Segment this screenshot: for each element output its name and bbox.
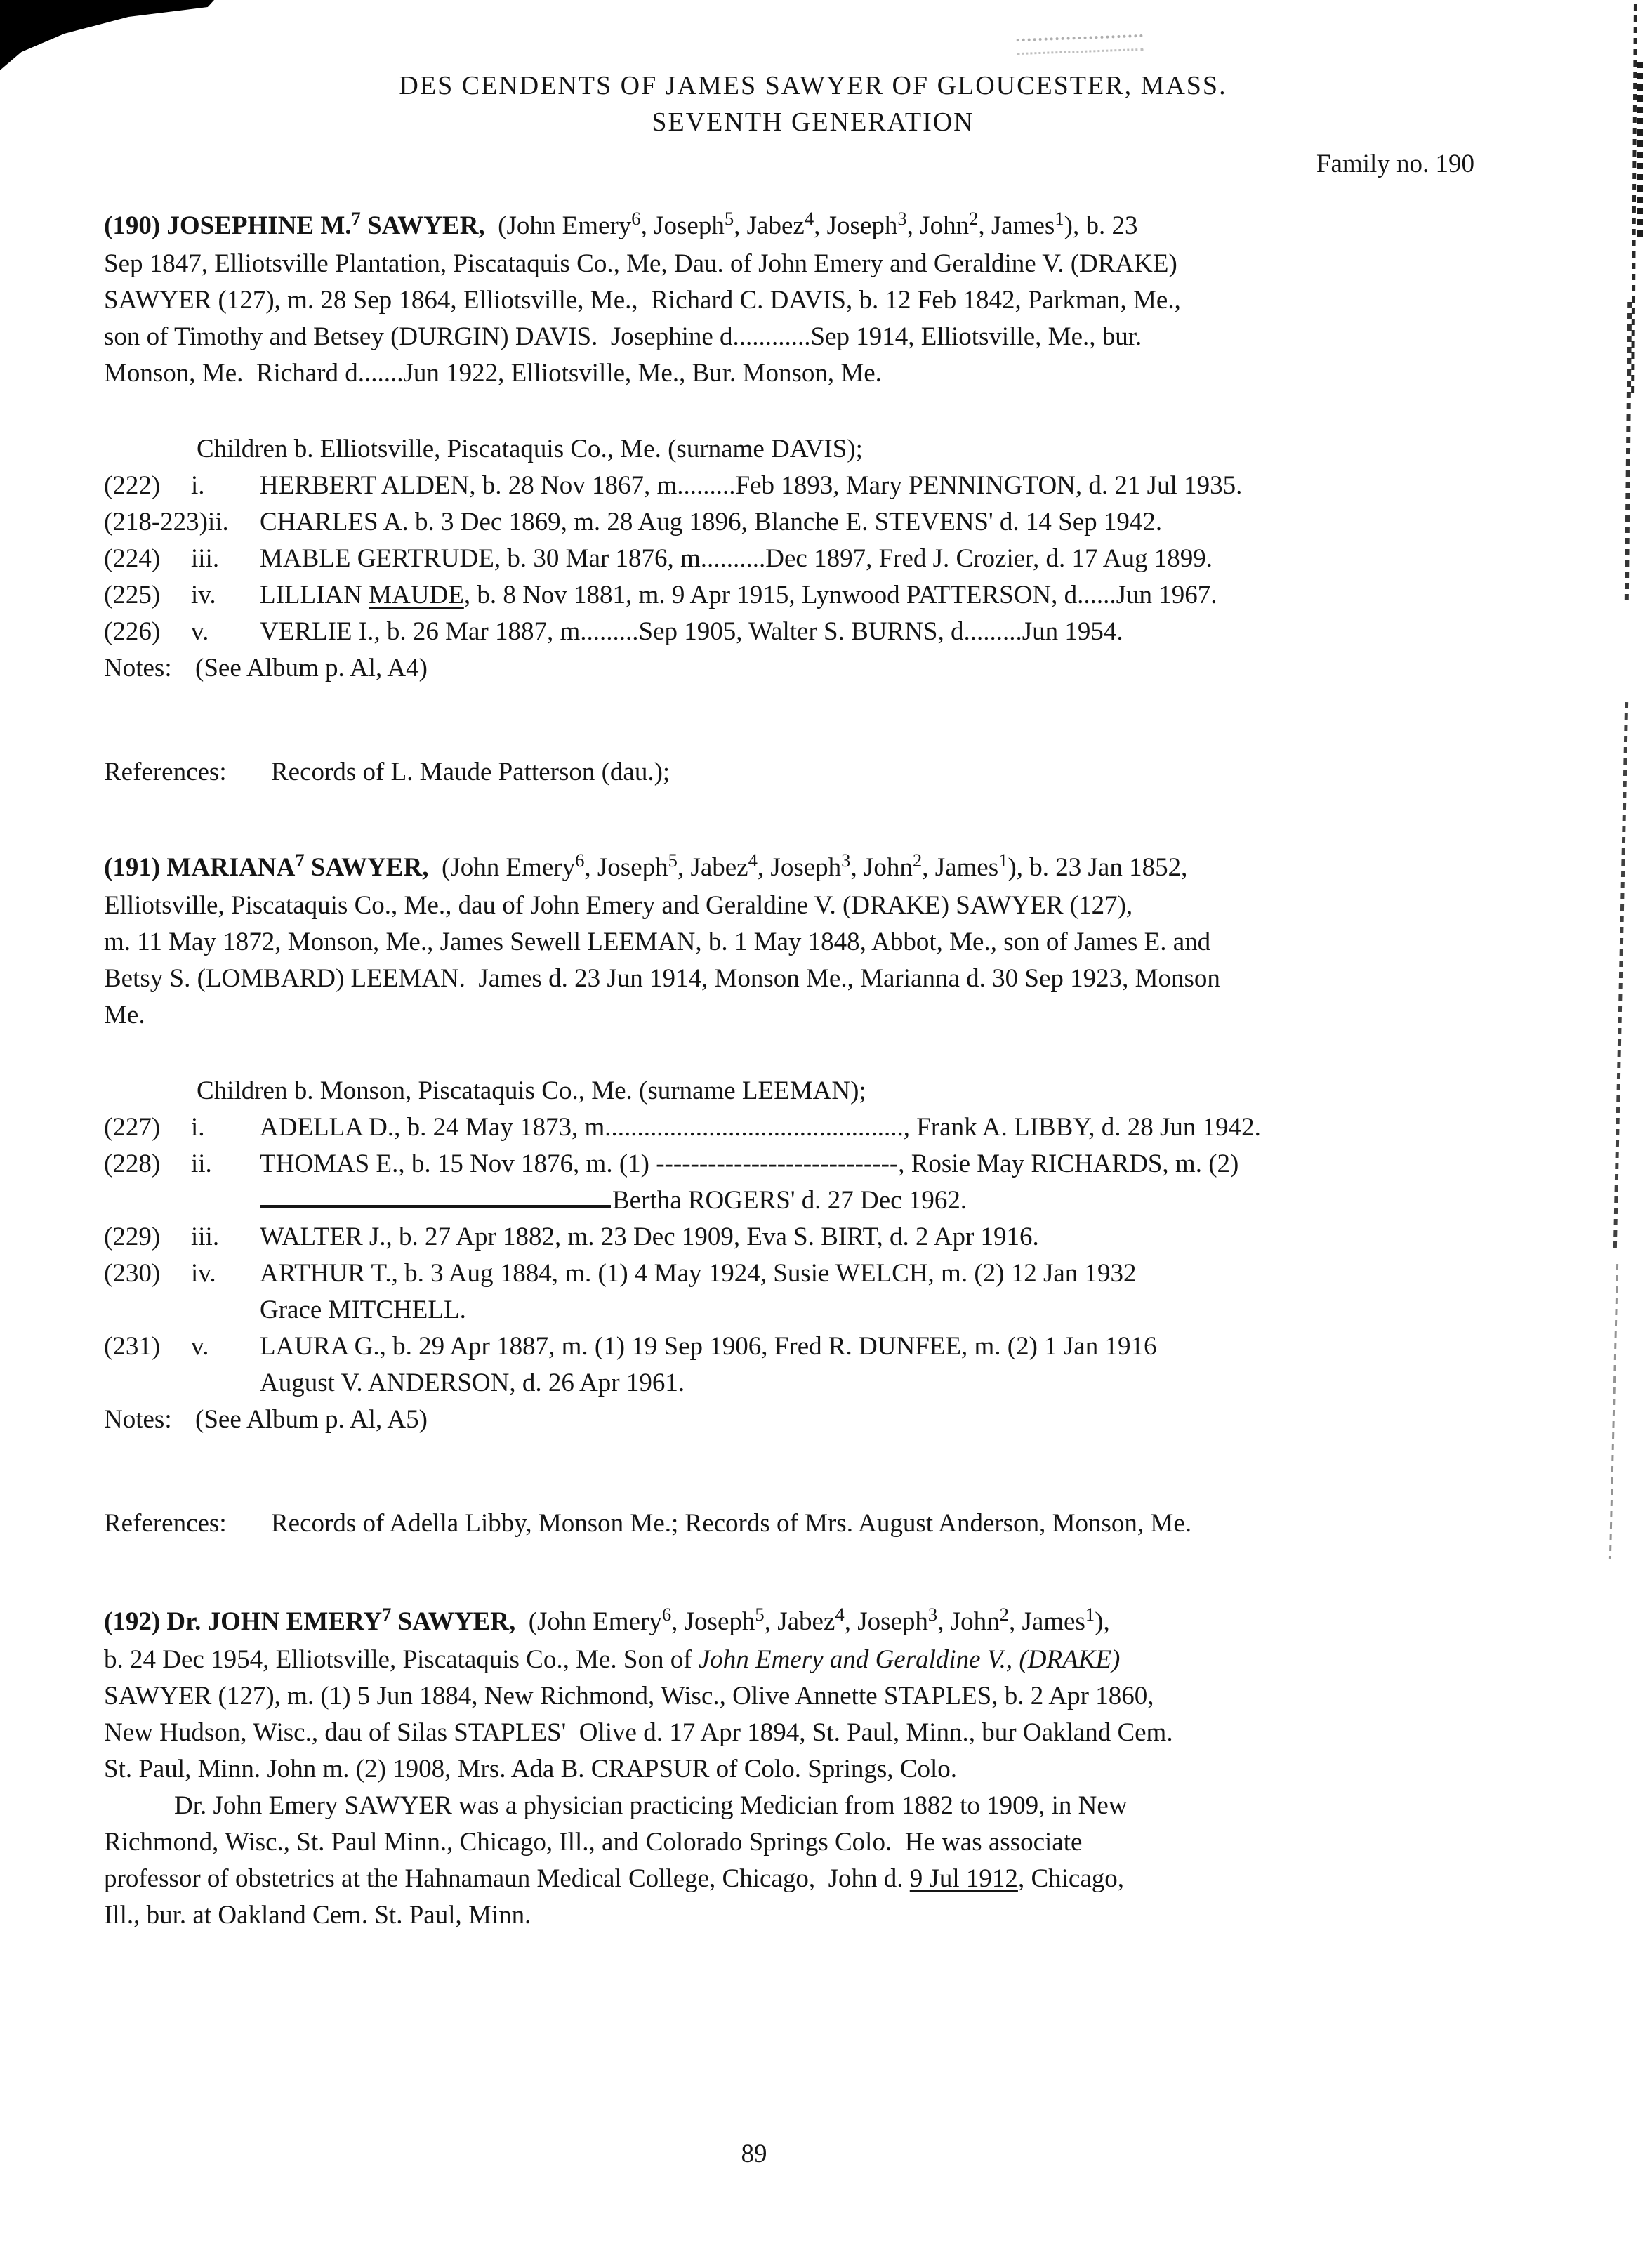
- text-segment: , Jabez: [734, 211, 805, 240]
- text-segment: 5: [668, 849, 678, 871]
- child-text-line: [260, 1182, 1474, 1219]
- text-segment: ),: [1095, 1607, 1110, 1636]
- paragraph-line: [104, 1751, 1474, 1788]
- page-number: 89: [741, 2140, 767, 2168]
- child-text: [260, 1109, 1474, 1146]
- child-roman-numeral: i.: [191, 471, 205, 500]
- notes-text: (See Album p. Al, A5): [195, 1405, 428, 1434]
- child-number: (226): [104, 617, 161, 646]
- paragraph-line: [104, 961, 1474, 997]
- child-roman-numeral: iii.: [191, 544, 220, 573]
- page-footer: [104, 2136, 1474, 2173]
- text-segment: (190) JOSEPHINE M.: [104, 211, 352, 240]
- child-text: [260, 1219, 1474, 1255]
- text-segment: , Joseph: [640, 211, 725, 240]
- text-segment: 7: [351, 207, 361, 229]
- paragraph-line: [104, 1897, 1474, 1934]
- text-segment: 6: [575, 849, 585, 871]
- text-segment: MAUDE: [369, 581, 464, 609]
- child-number: (231): [104, 1332, 161, 1361]
- text-segment: Elliotsville, Piscataquis Co., Me., dau of John Emery and Geraldine V. (DRAKE) SAWYER (127),: [104, 891, 1133, 920]
- child-label: [104, 577, 260, 614]
- child-roman-numeral: i.: [191, 1113, 205, 1142]
- text-segment: , Joseph: [814, 211, 898, 240]
- child-text: [260, 468, 1474, 504]
- child-number: (222): [104, 471, 161, 500]
- text-segment: LAURA G., b. 29 Apr 1887, m. (1) 19 Sep 1906, Fred R. DUNFEE, m. (2) 1 Jan 1916: [260, 1332, 1157, 1361]
- text-segment: 7: [295, 849, 305, 871]
- references-row: [104, 754, 1474, 791]
- text-segment: HERBERT ALDEN, b. 28 Nov 1867, m.........Feb 1893, Mary PENNINGTON, d. 21 Jul 1935.: [260, 471, 1243, 500]
- children-header: Children b. Monson, Piscataquis Co., Me. (surname LEEMAN);: [197, 1076, 866, 1105]
- text-segment: (John Emery: [428, 853, 576, 882]
- text-segment: 3: [841, 849, 851, 871]
- child-label: [104, 614, 260, 650]
- notes-row: [104, 650, 1474, 687]
- text-segment: ARTHUR T., b. 3 Aug 1884, m. (1) 4 May 1924, Susie WELCH, m. (2) 12 Jan 1932: [260, 1259, 1137, 1288]
- child-row: [104, 1146, 1474, 1219]
- paragraph-line: [104, 1642, 1474, 1678]
- text-segment: 2: [999, 1603, 1009, 1625]
- text-segment: WALTER J., b. 27 Apr 1882, m. 23 Dec 1909, Eva S. BIRT, d. 2 Apr 1916.: [260, 1222, 1039, 1251]
- child-roman-numeral: iv.: [191, 1259, 216, 1288]
- text-segment: ), b. 23: [1064, 211, 1138, 240]
- text-segment: , b. 8 Nov 1881, m. 9 Apr 1915, Lynwood PATTERSON, d......Jun 1967.: [463, 581, 1217, 609]
- text-segment: 5: [755, 1603, 765, 1625]
- child-text-line: [260, 577, 1474, 614]
- paragraph-line: [104, 355, 1474, 392]
- child-roman-numeral: iv.: [191, 581, 216, 609]
- text-segment: St. Paul, Minn. John m. (2) 1908, Mrs. Ada B. CRAPSUR of Colo. Springs, Colo.: [104, 1755, 957, 1784]
- child-roman-numeral: v.: [191, 1332, 209, 1361]
- text-segment: Sep 1847, Elliotsville Plantation, Piscataquis Co., Me, Dau. of John Emery and Geraldine V. (DRAKE): [104, 249, 1177, 278]
- child-roman-numeral: iii.: [191, 1222, 220, 1251]
- text-segment: MABLE GERTRUDE, b. 30 Mar 1876, m..........Dec 1897, Fred J. Crozier, d. 17 Aug 1899.: [260, 544, 1213, 573]
- child-text-line: [260, 1109, 1474, 1146]
- text-segment: SAWYER (127), m. 28 Sep 1864, Elliotsville, Me., Richard C. DAVIS, b. 12 Feb 1842, Parkman, Me.,: [104, 286, 1181, 315]
- paragraph-line: [104, 282, 1474, 319]
- paragraph-line: [104, 319, 1474, 355]
- text-segment: SAWYER,: [360, 211, 485, 240]
- references-label: References:: [104, 758, 227, 786]
- paragraph-line: [104, 1715, 1474, 1751]
- text-segment: , James: [922, 853, 999, 882]
- text-segment: Grace MITCHELL.: [260, 1295, 466, 1324]
- paragraph-line: [104, 888, 1474, 924]
- child-number: (229): [104, 1222, 161, 1251]
- family-entry: [104, 208, 1474, 791]
- child-label: [104, 1255, 260, 1329]
- child-text-line: [260, 1146, 1474, 1182]
- child-label: [104, 1219, 260, 1255]
- paragraph-line: [104, 1788, 1474, 1824]
- child-text-line: [260, 504, 1474, 541]
- text-segment: 3: [897, 207, 907, 229]
- text-segment: , Joseph: [844, 1607, 928, 1636]
- child-text-line: [260, 1365, 1474, 1402]
- child-text: [260, 1255, 1474, 1329]
- child-text-line: [260, 1219, 1474, 1255]
- references-row: [104, 1505, 1474, 1542]
- text-segment: 6: [661, 1603, 672, 1625]
- text-segment: Dr. John Emery SAWYER was a physician practicing Medician from 1882 to 1909, in New: [174, 1791, 1128, 1820]
- text-segment: CHARLES A. b. 3 Dec 1869, m. 28 Aug 1896, Blanche E. STEVENS' d. 14 Sep 1942.: [260, 508, 1163, 536]
- text-segment: Me.: [104, 1001, 145, 1029]
- child-number: (230): [104, 1259, 161, 1288]
- text-segment: SAWYER (127), m. (1) 5 Jun 1884, New Richmond, Wisc., Olive Annette STAPLES, b. 2 Apr 1860,: [104, 1682, 1154, 1710]
- paragraph-line: [104, 1824, 1474, 1861]
- text-segment: 7: [382, 1603, 392, 1625]
- text-segment: SAWYER,: [391, 1607, 516, 1636]
- leader-rule: [260, 1205, 611, 1208]
- references-text: Records of Adella Libby, Monson Me.; Records of Mrs. August Anderson, Monson, Me.: [271, 1509, 1192, 1538]
- text-segment: SAWYER,: [304, 853, 429, 882]
- text-segment: son of Timothy and Betsey (DURGIN) DAVIS. Josephine d............Sep 1914, Elliotsville, Me., bur.: [104, 322, 1142, 351]
- text-segment: Richmond, Wisc., St. Paul Minn., Chicago, Ill., and Colorado Springs Colo. He was associate: [104, 1828, 1083, 1857]
- child-number: (227): [104, 1113, 161, 1142]
- text-segment: (192) Dr. JOHN EMERY: [104, 1607, 383, 1636]
- text-segment: Betsy S. (LOMBARD) LEEMAN. James d. 23 Jun 1914, Monson Me., Marianna d. 30 Sep 1923, Monson: [104, 964, 1220, 993]
- child-label: [104, 1329, 260, 1402]
- text-segment: (John Emery: [484, 211, 632, 240]
- text-segment: Bertha ROGERS' d. 27 Dec 1962.: [612, 1186, 967, 1215]
- child-row: [104, 614, 1474, 650]
- document-title: DES CENDENTS OF JAMES SAWYER OF GLOUCESTER, MASS.: [399, 71, 1227, 100]
- text-segment: , Joseph: [757, 853, 842, 882]
- text-segment: 2: [912, 849, 923, 871]
- child-number: (224): [104, 544, 161, 573]
- paragraph-line: [104, 1861, 1474, 1897]
- family-entry: [104, 850, 1474, 1542]
- page-header: [104, 0, 1474, 183]
- text-segment: Monson, Me. Richard d.......Jun 1922, Elliotsville, Me., Bur. Monson, Me.: [104, 359, 882, 388]
- child-label: [104, 541, 260, 577]
- text-segment: 1: [1085, 1603, 1095, 1625]
- text-segment: John Emery and Geraldine V., (DRAKE): [698, 1645, 1121, 1674]
- text-segment: THOMAS E., b. 15 Nov 1876, m. (1) ----------------------------, Rosie May RICHARDS, m. (2): [260, 1149, 1239, 1178]
- text-segment: , Jabez: [677, 853, 748, 882]
- notes-row: [104, 1402, 1474, 1438]
- child-label: [104, 1146, 260, 1219]
- child-row: [104, 1329, 1474, 1402]
- children-header: Children b. Elliotsville, Piscataquis Co., Me. (surname DAVIS);: [197, 435, 863, 463]
- child-text: [260, 541, 1474, 577]
- text-segment: (John Emery: [515, 1607, 662, 1636]
- text-segment: 4: [748, 849, 758, 871]
- child-row: [104, 1255, 1474, 1329]
- child-number: (225): [104, 581, 161, 609]
- child-roman-numeral: ii.: [191, 1149, 212, 1178]
- notes-label: Notes:: [104, 654, 172, 683]
- family-paragraph: [104, 1604, 1474, 1934]
- text-segment: b. 24 Dec 1954, Elliotsville, Piscataquis Co., Me. Son of: [104, 1645, 699, 1674]
- child-row: [104, 468, 1474, 504]
- child-text-line: [260, 1292, 1474, 1329]
- child-label: [104, 504, 260, 541]
- child-text: [260, 1146, 1474, 1219]
- text-segment: , Joseph: [671, 1607, 755, 1636]
- text-segment: m. 11 May 1872, Monson, Me., James Sewell LEEMAN, b. 1 May 1848, Abbot, Me., son of James E. and: [104, 928, 1211, 956]
- text-segment: ADELLA D., b. 24 May 1873, m.............................................., Frank A. LIBBY, d. 28 Jun 1942.: [260, 1113, 1261, 1142]
- text-segment: professor of obstetrics at the Hahnamaun Medical College, Chicago, John d.: [104, 1864, 910, 1893]
- text-segment: ), b. 23 Jan 1852,: [1008, 853, 1188, 882]
- text-segment: 2: [969, 207, 979, 229]
- text-segment: , James: [1008, 1607, 1085, 1636]
- text-segment: 9 Jul 1912: [909, 1864, 1018, 1893]
- references-label: References:: [104, 1509, 227, 1538]
- child-number: (228): [104, 1149, 161, 1178]
- text-segment: 3: [927, 1603, 938, 1625]
- text-segment: , John: [937, 1607, 1000, 1636]
- child-text-line: [260, 614, 1474, 650]
- family-paragraph: [104, 208, 1474, 392]
- child-row: [104, 577, 1474, 614]
- text-segment: 1: [998, 849, 1008, 871]
- child-row: [104, 504, 1474, 541]
- child-roman-numeral: ii.: [207, 508, 229, 536]
- text-segment: , John: [906, 211, 970, 240]
- child-number: (218-223): [104, 508, 208, 536]
- child-roman-numeral: v.: [191, 617, 209, 646]
- child-text: [260, 1329, 1474, 1402]
- notes-text: (See Album p. Al, A4): [195, 654, 428, 683]
- text-segment: , Jabez: [764, 1607, 835, 1636]
- text-segment: (191) MARIANA: [104, 853, 296, 882]
- paragraph-line: [104, 208, 1474, 246]
- family-paragraph: [104, 850, 1474, 1034]
- notes-label: Notes:: [104, 1405, 172, 1434]
- child-row: [104, 541, 1474, 577]
- family-number-label: Family no. 190: [1316, 150, 1474, 178]
- child-label: [104, 468, 260, 504]
- paragraph-line: [104, 850, 1474, 888]
- text-segment: LILLIAN: [260, 581, 369, 609]
- child-label: [104, 1109, 260, 1146]
- text-segment: , James: [978, 211, 1055, 240]
- text-segment: 4: [835, 1603, 845, 1625]
- paragraph-line: [104, 1678, 1474, 1715]
- title-block: [128, 0, 1498, 140]
- family-entry: [104, 1604, 1474, 1934]
- child-text: [260, 504, 1474, 541]
- text-segment: , John: [850, 853, 913, 882]
- text-segment: Ill., bur. at Oakland Cem. St. Paul, Minn.: [104, 1901, 531, 1930]
- child-text-line: [260, 541, 1474, 577]
- child-text-line: [260, 1255, 1474, 1292]
- family-entries: [104, 208, 1474, 1934]
- references-text: Records of L. Maude Patterson (dau.);: [271, 758, 670, 786]
- paragraph-line: [104, 924, 1474, 961]
- text-segment: 5: [724, 207, 734, 229]
- text-segment: New Hudson, Wisc., dau of Silas STAPLES' Olive d. 17 Apr 1894, St. Paul, Minn., bur Oakland Cem.: [104, 1718, 1173, 1747]
- text-segment: August V. ANDERSON, d. 26 Apr 1961.: [260, 1369, 685, 1397]
- child-row: [104, 1109, 1474, 1146]
- paragraph-line: [104, 1604, 1474, 1642]
- child-text-line: [260, 468, 1474, 504]
- child-text-line: [260, 1329, 1474, 1365]
- text-segment: 6: [631, 207, 641, 229]
- document-subtitle: SEVENTH GENERATION: [652, 107, 975, 137]
- text-segment: , Chicago,: [1017, 1864, 1124, 1893]
- paragraph-line: [104, 997, 1474, 1034]
- text-segment: 4: [804, 207, 814, 229]
- child-text: [260, 614, 1474, 650]
- text-segment: 1: [1055, 207, 1064, 229]
- text-segment: , Joseph: [584, 853, 668, 882]
- text-segment: VERLIE I., b. 26 Mar 1887, m.........Sep 1905, Walter S. BURNS, d.........Jun 1954.: [260, 617, 1123, 646]
- child-row: [104, 1219, 1474, 1255]
- paragraph-line: [104, 246, 1474, 282]
- child-text: [260, 577, 1474, 614]
